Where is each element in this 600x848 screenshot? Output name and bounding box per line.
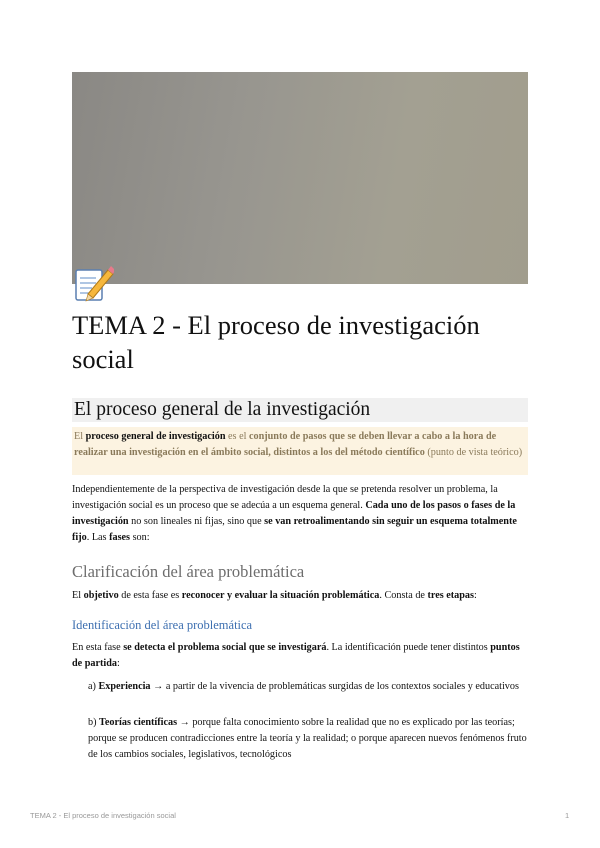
page-title: TEMA 2 - El proceso de investigación social xyxy=(72,310,480,374)
list-item-teorias: b) Teorías científicas → porque falta conocimiento sobre la realidad que no es explicado por las teorías; porque se producen contradicciones entre la teoría y la realidad; o porque aparecen nuevos fenómenos fruto de los cambios sociales, legislativos, tecnológicos xyxy=(88,717,527,760)
definition-callout xyxy=(72,427,528,475)
callout-definition: conjunto de pasos que se deben llevar a cabo a la hora de realizar una investigación en el ámbito social, distintos a los del método científico xyxy=(74,431,497,458)
subsection-heading: Clarificación del área problemática xyxy=(72,562,305,581)
callout-term: proceso general de investigación xyxy=(85,431,226,442)
callout-text: El proceso general de investigación es el conjunto de pasos que se deben llevar a cabo a la hora de realizar una investigación en el ámbito social, distintos a los del método científico (punto de vista teórico) xyxy=(74,431,523,458)
subsection-paragraph: El objetivo de esta fase es reconocer y evaluar la situación problemática. Consta de tres etapas: xyxy=(72,590,477,601)
section-heading-bar xyxy=(72,398,528,422)
memo-pencil-icon xyxy=(74,264,114,302)
footer-doc-title: TEMA 2 - El proceso de investigación social xyxy=(30,811,176,820)
stage-heading: Identificación del área problemática xyxy=(72,618,253,632)
list-item-experiencia: a) Experiencia → a partir de la vivencia de problemáticas surgidas de los contextos sociales y educativos xyxy=(88,681,519,692)
page-number: 1 xyxy=(565,811,570,820)
stage-paragraph: En esta fase se detecta el problema social que se investigará. La identificación puede tener distintos puntos de partida: xyxy=(72,642,520,669)
cover-image xyxy=(72,72,528,284)
intro-paragraph: Independientemente de la perspectiva de investigación desde la que se pretenda resolver un problema, la investigación social es un proceso que se adecúa a un esquema general. Cada uno de los pasos o fases de la investigación no son lineales ni fijas, sino que se van retroalimentando sin seguir un esquema totalmente fijo. Las fases son: xyxy=(72,484,517,543)
section-heading: El proceso general de la investigación xyxy=(74,399,371,420)
